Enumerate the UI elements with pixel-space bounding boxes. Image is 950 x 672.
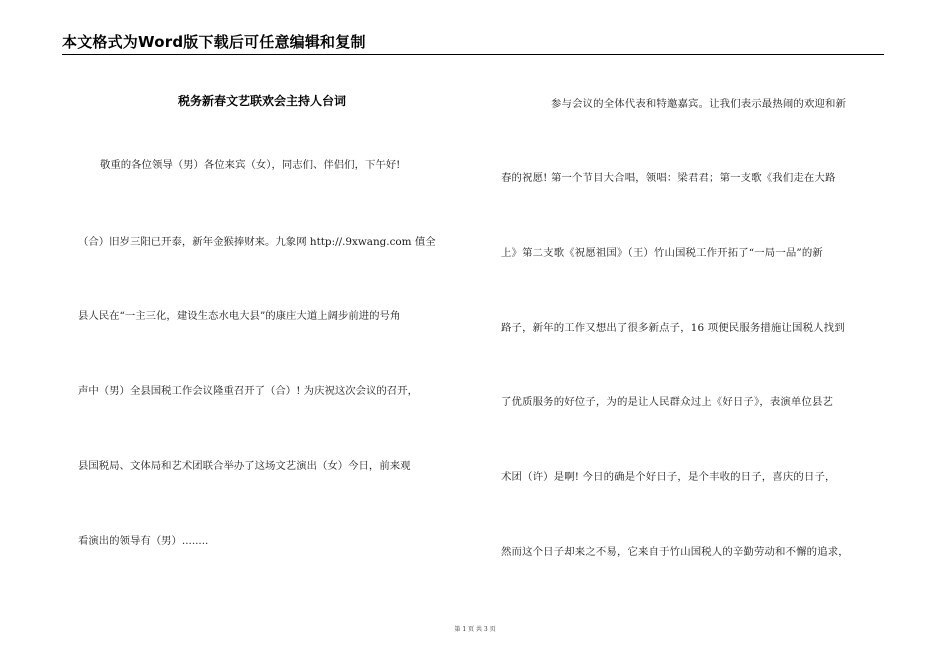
paragraph-line: 县人民在“一主三化，建设生态水电大县”的康庄大道上阔步前进的号角 [78, 310, 401, 322]
page-number: 第 1 页 共 3 页 [454, 626, 496, 633]
paragraph-line: 了优质服务的好位子，为的是让人民群众过上《好日子》，表演单位县艺 [501, 396, 834, 408]
header-banner: 本文格式为Word版下载后可任意编辑和复制 [62, 33, 366, 51]
document-title: 税务新春文艺联欢会主持人台词 [177, 94, 346, 108]
paragraph-line: 路子，新年的工作又想出了很多新点子，16 项便民服务措施让国税人找到 [501, 322, 845, 334]
paragraph-line: 敬重的各位领导（男）各位来宾（女），同志们、伴侣们，下午好! [100, 159, 401, 171]
paragraph-line: 县国税局、文体局和艺术团联合举办了这场文艺演出（女）今日，前来观 [78, 460, 411, 472]
paragraph-line: 上》第二支歌《祝愿祖国》（王）竹山国税工作开拓了“一局一品”的新 [501, 247, 823, 259]
paragraph-line: 然而这个日子却来之不易，它来自于竹山国税人的辛勤劳动和不懈的追求， [501, 546, 849, 558]
paragraph-line: 春的祝愿! 第一个节目大合唱，领唱：梁君君；第一支歌《我们走在大路 [501, 172, 836, 184]
paragraph-line: （合）旧岁三阳已开泰，新年金猴捧财来。九象网 http://.9xwang.com 值全 [78, 236, 436, 248]
paragraph-line: 声中（男）全县国税工作会议隆重召开了（合）! 为庆祝这次会议的召开， [78, 385, 418, 397]
header-divider [62, 54, 884, 55]
paragraph-line: 看演出的领导有（男）........ [78, 535, 209, 547]
paragraph-line: 参与会议的全体代表和特邀嘉宾。让我们表示最热闹的欢迎和新 [551, 98, 847, 110]
paragraph-line: 术团（许）是啊! 今日的确是个好日子，是个丰收的日子，喜庆的日子， [501, 471, 836, 483]
